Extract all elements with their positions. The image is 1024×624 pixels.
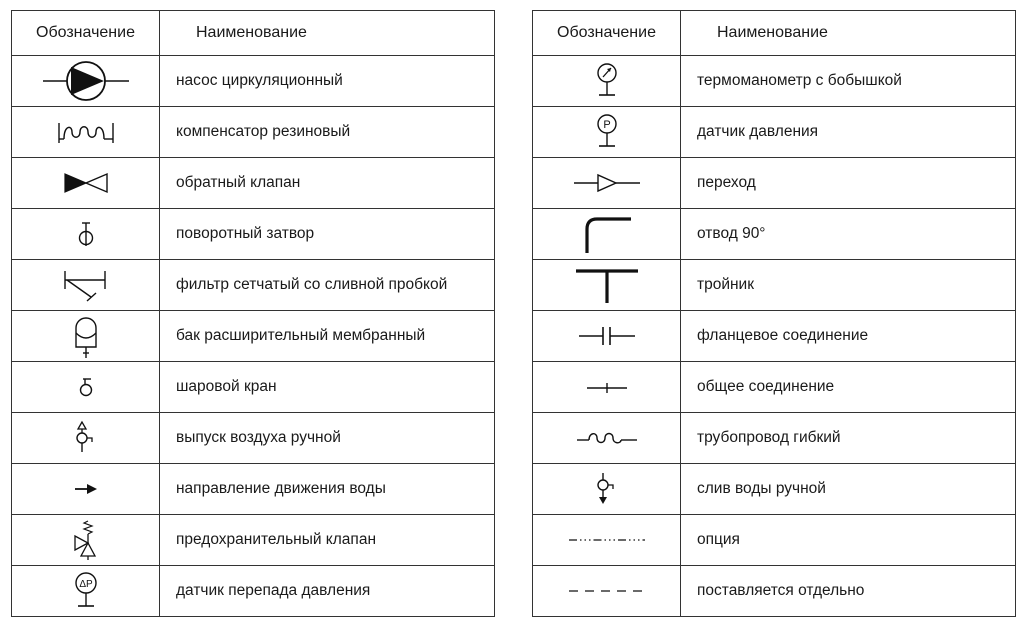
symbol-cell <box>12 464 160 515</box>
general-connection-icon <box>585 379 629 395</box>
table-row <box>533 209 1016 260</box>
item-name: бак расширительный мембранный <box>160 311 495 362</box>
ball-valve-icon <box>76 375 96 399</box>
symbol-cell <box>533 413 681 464</box>
legend-table-right <box>532 10 1016 617</box>
header-name: Наименование <box>160 11 495 56</box>
table-row <box>12 209 495 260</box>
item-name: шаровой кран <box>160 362 495 413</box>
supplied-separately-line-icon <box>567 585 647 597</box>
item-name: компенсатор резиновый <box>160 107 495 158</box>
item-name: датчик перепада давления <box>160 566 495 617</box>
pressure-label: P <box>602 119 611 131</box>
table-row <box>533 260 1016 311</box>
flange-connection-icon <box>577 324 637 348</box>
legend-table-left <box>11 10 495 617</box>
table-row <box>12 413 495 464</box>
symbol-cell <box>533 464 681 515</box>
symbol-cell <box>533 56 681 107</box>
item-name: направление движения воды <box>160 464 495 515</box>
item-name: отвод 90° <box>681 209 1016 260</box>
symbol-cell <box>533 260 681 311</box>
differential-pressure-sensor-icon <box>71 571 101 611</box>
item-name: выпуск воздуха ручной <box>160 413 495 464</box>
item-name: поворотный затвор <box>160 209 495 260</box>
item-name: общее соединение <box>681 362 1016 413</box>
circulation-pump-icon <box>41 59 131 103</box>
item-name: поставляется отдельно <box>681 566 1016 617</box>
reducer-icon <box>572 171 642 195</box>
item-name: опция <box>681 515 1016 566</box>
symbol-cell <box>12 311 160 362</box>
check-valve-icon <box>61 170 111 196</box>
item-name: слив воды ручной <box>681 464 1016 515</box>
tee-icon <box>574 265 640 305</box>
symbol-cell <box>533 566 681 617</box>
elbow-90-icon <box>579 213 635 255</box>
symbol-cell <box>12 362 160 413</box>
strainer-filter-icon <box>61 265 111 305</box>
thermomanometer-icon <box>592 61 622 101</box>
header-row <box>12 11 495 56</box>
rubber-compensator-icon <box>55 117 117 147</box>
table-row <box>533 362 1016 413</box>
manual-drain-icon <box>593 471 621 507</box>
symbol-cell <box>12 566 160 617</box>
flexible-pipe-icon <box>575 428 639 448</box>
item-name: фланцевое соединение <box>681 311 1016 362</box>
pressure-sensor-icon <box>592 112 622 152</box>
item-name: насос циркуляционный <box>160 56 495 107</box>
flow-direction-arrow-icon <box>73 481 99 497</box>
item-name: предохранительный клапан <box>160 515 495 566</box>
butterfly-valve-icon <box>74 219 98 249</box>
header-row <box>533 11 1016 56</box>
expansion-tank-icon <box>71 313 101 359</box>
item-name: обратный клапан <box>160 158 495 209</box>
symbol-cell <box>12 158 160 209</box>
symbol-cell <box>533 362 681 413</box>
symbol-cell <box>533 209 681 260</box>
item-name: термоманометр с бобышкой <box>681 56 1016 107</box>
manual-air-vent-icon <box>72 420 100 456</box>
symbol-cell <box>533 515 681 566</box>
symbol-cell <box>12 209 160 260</box>
item-name: переход <box>681 158 1016 209</box>
table-row <box>533 413 1016 464</box>
item-name: датчик давления <box>681 107 1016 158</box>
table-row <box>533 158 1016 209</box>
symbol-cell <box>533 158 681 209</box>
symbol-cell <box>533 107 681 158</box>
symbol-cell <box>12 515 160 566</box>
symbol-cell <box>12 56 160 107</box>
table-row <box>533 56 1016 107</box>
table-row <box>12 107 495 158</box>
item-name: фильтр сетчатый со сливной пробкой <box>160 260 495 311</box>
table-row <box>533 464 1016 515</box>
header-symbol: Обозначение <box>12 11 160 56</box>
table-row <box>12 56 495 107</box>
table-row <box>12 515 495 566</box>
table-row <box>12 464 495 515</box>
safety-valve-icon <box>71 519 101 561</box>
symbol-cell <box>12 107 160 158</box>
table-row <box>533 515 1016 566</box>
differential-label: ΔP <box>78 579 93 590</box>
option-line-icon <box>567 534 647 546</box>
header-name: Наименование <box>681 11 1016 56</box>
table-row <box>12 566 495 617</box>
table-row <box>12 260 495 311</box>
item-name: тройник <box>681 260 1016 311</box>
table-row <box>12 311 495 362</box>
item-name: трубопровод гибкий <box>681 413 1016 464</box>
table-row <box>533 311 1016 362</box>
table-row <box>12 362 495 413</box>
symbol-cell <box>533 311 681 362</box>
table-row <box>533 107 1016 158</box>
table-row <box>12 158 495 209</box>
table-row <box>533 566 1016 617</box>
header-symbol: Обозначение <box>533 11 681 56</box>
symbol-cell <box>12 413 160 464</box>
symbol-cell <box>12 260 160 311</box>
